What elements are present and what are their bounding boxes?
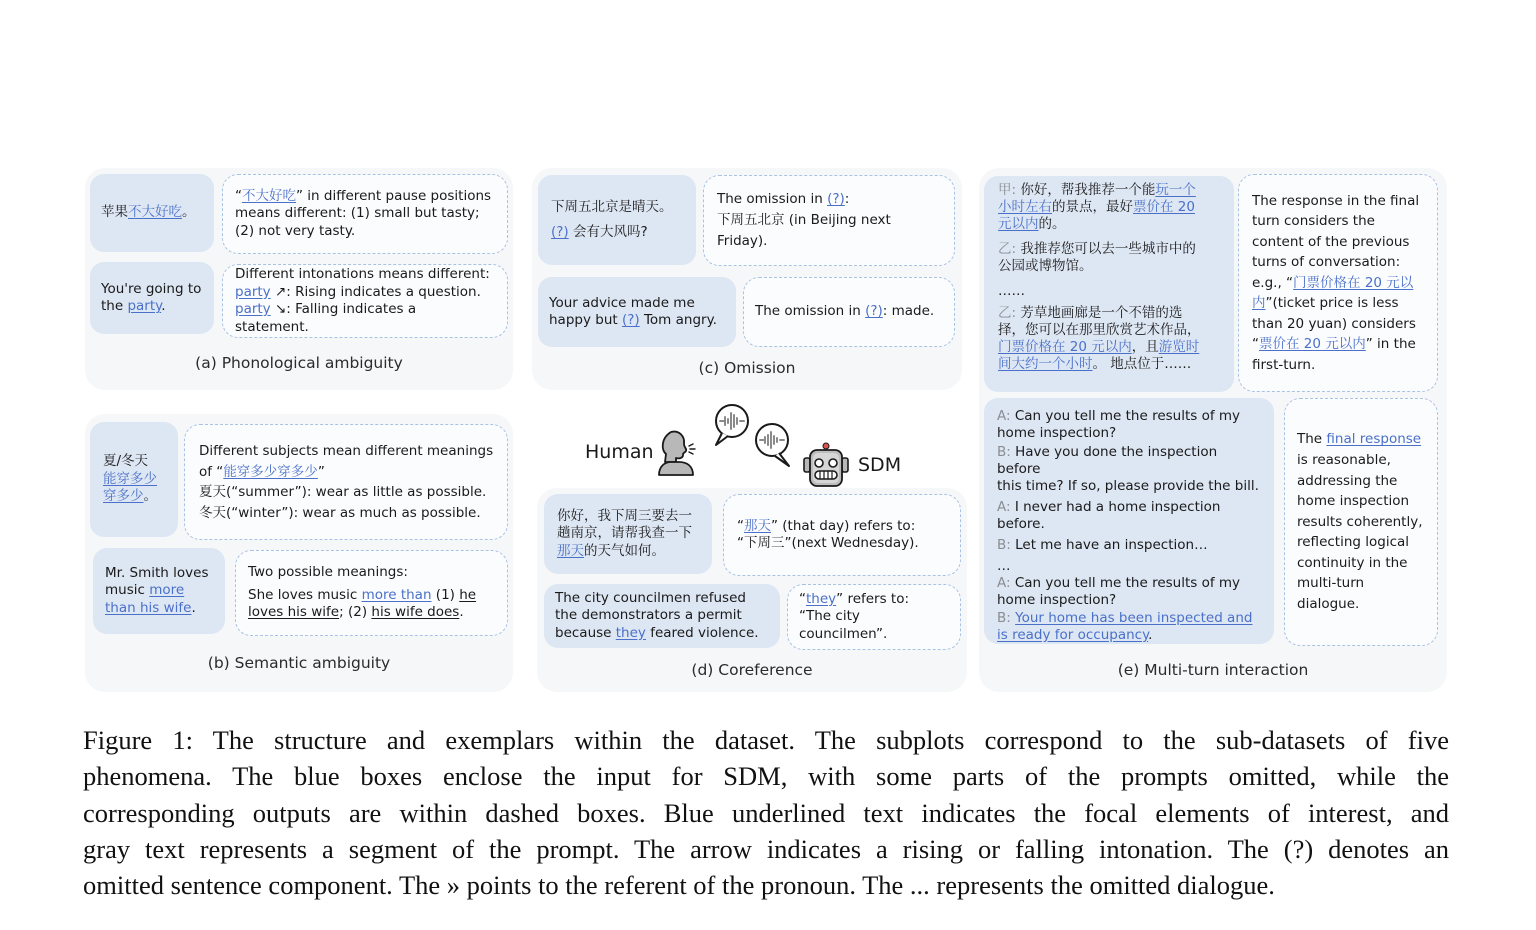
panel-coreference [537, 488, 967, 692]
focal-text: than his wife [105, 599, 192, 616]
output-box: The response in the final turn considers the content of the previous turns of conversation: e.g., “门票价格在 20 元以 内”(ticket price is less than 20 yuan) considers “票价在 20 元以内” in the first-turn. [1238, 174, 1438, 392]
speech-bubble-waveform-icon [712, 403, 752, 447]
focal-text: 小时左右 [998, 199, 1052, 215]
panel-caption: (e) Multi-turn interaction [1117, 661, 1309, 679]
focal-text: 票价在 20 元以内 [1259, 336, 1366, 353]
focal-text: 内 [1252, 295, 1266, 312]
focal-text: 元以内 [998, 216, 1039, 232]
output-box: The omission in (?): 下周五北京 (in Beijing next Friday). [703, 175, 955, 266]
focal-text: they [615, 624, 646, 641]
panel-omission [532, 168, 962, 390]
focal-text: 不大好吃 [242, 187, 296, 204]
focal-text: more than [361, 586, 432, 603]
input-box: 甲: 你好，帮我推荐一个能玩一个 小时左右的景点，最好票价在 20 元以内的。 乙: 我推荐您可以去一些城市中的 公园或博物馆。 …… 乙: 芳草地画廊是一个不错的选 择，您可以在那里欣赏艺术作品， 门票价格在 20 元以内，且游览时 间大约一个小时。 地点位于…… [984, 176, 1234, 392]
focal-text: 间大约一个小时 [998, 356, 1093, 372]
speech-bubble-waveform-icon [753, 422, 793, 468]
input-box: Your advice made me happy but (?) Tom angry. [538, 277, 736, 347]
output-box: “不大好吃” in different pause positions means different: (1) small but tasty; (2) not very tasty. [222, 174, 508, 254]
focal-text: (?) [551, 223, 569, 240]
focal-text: party [235, 283, 271, 300]
focal-text: 玩一个 [1155, 182, 1196, 198]
focal-text: is ready for occupancy [997, 626, 1149, 643]
focal-text: 能穿多少 [103, 470, 157, 487]
focal-text: 门票价格在 20 元以内 [998, 339, 1132, 355]
input-box: The city councilmen refused the demonstrators a permit because they feared violence. [544, 584, 780, 648]
input-box: 苹果不大好吃。 [90, 174, 214, 252]
focal-text: 穿多少 [103, 488, 144, 505]
caption-line: corresponding outputs are within dashed boxes. Blue underlined text indicates the focal elements of interest, and [83, 797, 1449, 828]
robot-icon [802, 442, 850, 488]
panel-caption: (a) Phonological ambiguity [195, 354, 403, 372]
focal-text: 门票价格在 20 元以 [1293, 274, 1414, 291]
focal-text: 票价在 20 [1133, 199, 1195, 215]
output-box: “那天” (that day) refers to: “下周三”(next Wednesday). [723, 494, 961, 576]
input-box: 下周五北京是晴天。 (?) 会有大风吗? [538, 175, 696, 265]
focal-text: (?) [865, 303, 883, 320]
focal-text: 不大好吃 [128, 204, 182, 221]
panel-phonological-ambiguity [85, 168, 513, 390]
output-box: Different subjects mean different meanings of “能穿多少穿多少” 夏天(“summer”): wear as little as possible. 冬天(“winter”): wear as much as possible. [184, 424, 508, 540]
focal-text: (?) [827, 191, 845, 207]
caption-line: omitted sentence component. The » points to the referent of the pronoun. The ... represents the omitted dialogue. [83, 870, 1275, 901]
focal-text: party [235, 301, 271, 317]
human-speaking-icon [657, 428, 701, 476]
output-box: “they” refers to: “The city councilmen”. [787, 584, 961, 650]
focal-text: they [806, 590, 837, 607]
focal-text: 那天 [744, 517, 771, 534]
output-box: Two possible meanings: She loves music more than (1) he loves his wife; (2) his wife does. [235, 550, 508, 636]
panel-caption: (d) Coreference [691, 661, 813, 679]
focal-text: 游览时 [1158, 339, 1200, 355]
caption-line: gray text represents a segment of the prompt. The arrow indicates a rising or falling intonation. The (?) denotes an [83, 833, 1449, 864]
input-box: 夏/冬天 能穿多少 穿多少。 [90, 422, 178, 537]
input-box: You're going to the party. [90, 262, 214, 334]
focal-text: more [149, 582, 185, 599]
panel-caption: (c) Omission [698, 359, 796, 377]
focal-text: Your home has been inspected and [1015, 609, 1253, 626]
caption-line: phenomena. The blue boxes enclose the input for SDM, with some parts of the prompts omitted, while the [83, 761, 1449, 792]
output-box: The final response is reasonable, addressing the home inspection results coherently, reflecting logical continuity in the multi-turn dialogue. [1284, 398, 1438, 646]
output-box: The omission in (?): made. [743, 277, 955, 347]
sdm-label: SDM [858, 454, 902, 476]
panel-semantic-ambiguity [85, 414, 513, 692]
caption-line: Figure 1: The structure and exemplars within the dataset. The subplots correspond to the sub-datasets of five [83, 725, 1449, 755]
focal-text: party [127, 298, 162, 314]
focal-text: (?) [621, 312, 640, 328]
focal-text: 能穿多少穿多少 [223, 463, 318, 480]
human-label: Human [585, 441, 654, 463]
focal-text: final response [1326, 431, 1422, 448]
input-box: Mr. Smith loves music more than his wife. [93, 548, 225, 634]
input-box: 你好，我下周三要去一 趟南京，请帮我查一下 那天的天气如何。 [544, 494, 712, 574]
focal-text: 那天 [557, 542, 584, 559]
panel-caption: (b) Semantic ambiguity [207, 654, 391, 672]
panel-multi-turn-interaction [979, 168, 1447, 692]
output-box: Different intonations means different: party ↗: Rising indicates a question. party ↘: Falling indicates a statement. [222, 264, 508, 338]
figure-caption [83, 722, 1449, 903]
input-box: A: Can you tell me the results of my home inspection? B: Have you done the inspection before this time? If so, please provide the bill. A: I never had a home inspection before. B: Let me have an inspection… … A: Can you tell me the results of my home inspection? B: Your home has been inspected and is ready for occupancy. [984, 398, 1274, 644]
